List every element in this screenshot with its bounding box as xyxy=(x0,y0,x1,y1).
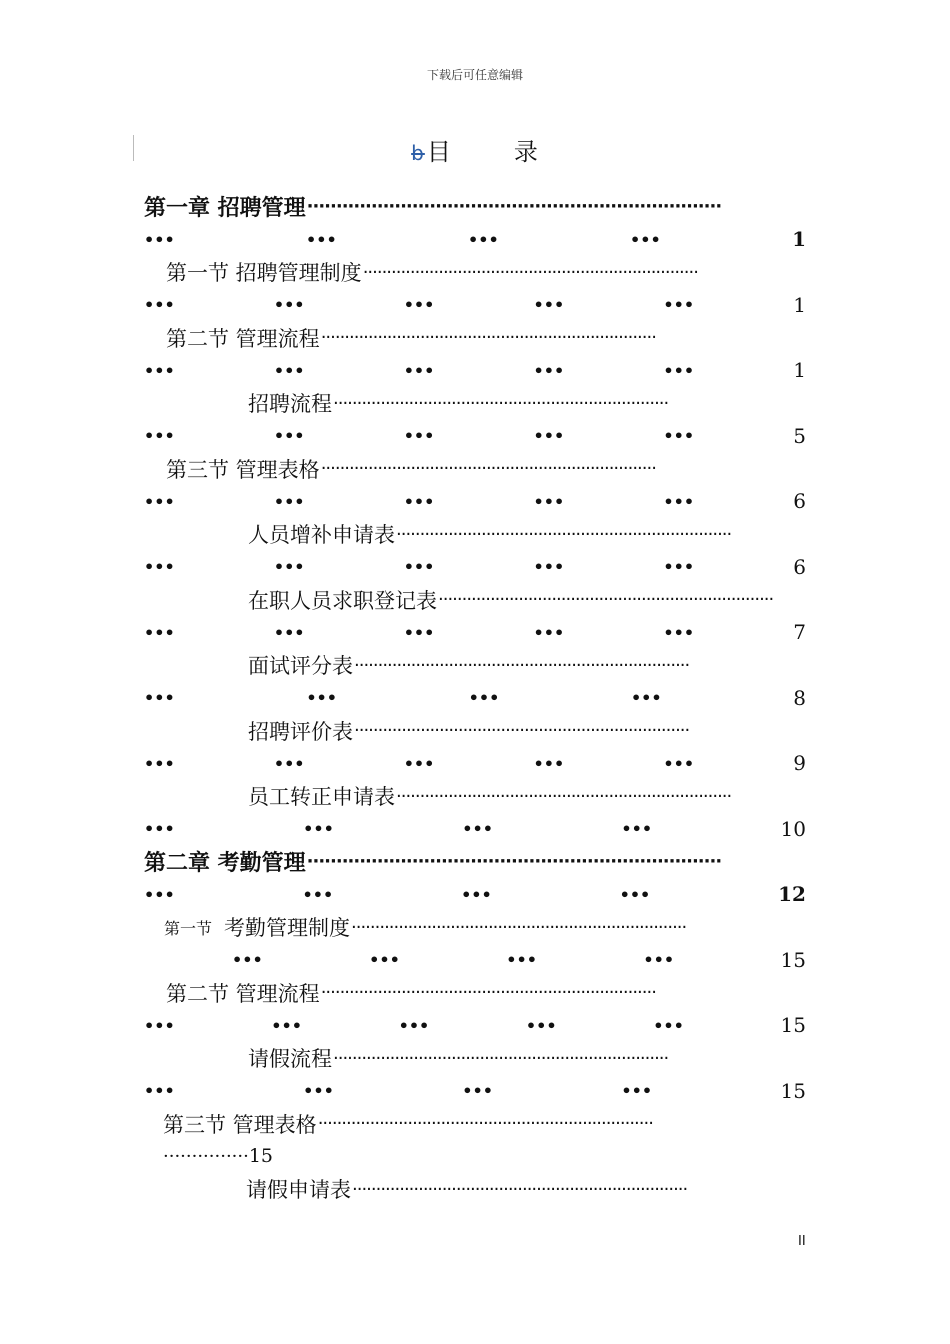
toc-entry-section[interactable]: 第三节 管理表格 ······································································· ••• ••• ••• ••• ••• 6 xyxy=(144,452,806,518)
toc-leader: ······································································· xyxy=(306,196,722,217)
toc-page-number: 10 xyxy=(780,816,806,841)
toc-entry-section[interactable]: 第一节 考勤管理制度 ······································································· ••• ••• ••• ••• 15 xyxy=(144,911,806,977)
toc-label: 在职人员求职登记表 xyxy=(248,588,437,613)
toc-label: 面试评分表 xyxy=(248,654,353,678)
toc-entry-item[interactable]: 请假流程 ······································································· ••• ••• ••• ••• 15 xyxy=(144,1042,806,1108)
toc-label: 第二章 考勤管理 xyxy=(144,851,306,876)
toc-label: 考勤管理制度 xyxy=(224,916,351,940)
toc-title xyxy=(0,132,950,167)
page-number-footer: II xyxy=(798,1234,806,1249)
toc-label: 第一章 招聘管理 xyxy=(144,196,306,221)
toc-label: 人员增补申请表 xyxy=(248,523,395,547)
toc-entry-section[interactable]: 第二节 管理流程 ······································································· ••• ••• ••• ••• ••• 1 xyxy=(144,321,806,387)
toc-page-number: 12 xyxy=(778,882,806,906)
toc-page-number: 5 xyxy=(793,423,806,448)
toc-label-prefix: 第一节 xyxy=(164,918,213,938)
toc-label: 第二节 管理流程 xyxy=(166,326,320,351)
toc-page-number: 6 xyxy=(793,489,806,513)
toc-page-number: 6 xyxy=(793,554,806,579)
toc-entry-item[interactable]: 员工转正申请表 ······································································· ••• ••• ••• ••• 10 xyxy=(144,780,806,846)
toc-page-number: 9 xyxy=(793,751,806,775)
toc-leader-tail: ··············· xyxy=(163,1145,249,1167)
toc-entry-item[interactable]: 面试评分表 ······································································· ••• ••• ••• ••• 8 xyxy=(144,649,806,715)
toc-entry-item[interactable]: 招聘流程 ······································································· ••• ••• ••• ••• ••• 5 xyxy=(144,387,806,453)
anchor-glyph: b xyxy=(411,141,425,165)
title-right: 录 xyxy=(513,138,539,166)
toc-label: 第一节 招聘管理制度 xyxy=(166,261,362,285)
toc-entry-item[interactable]: 请假申请表 ······································································· xyxy=(144,1173,806,1239)
table-of-contents xyxy=(144,190,806,1238)
toc-label: 第三节 管理表格 xyxy=(163,1112,317,1137)
toc-page-number: 1 xyxy=(793,292,806,317)
toc-page-number: 15 xyxy=(780,1078,806,1103)
toc-label: 第三节 管理表格 xyxy=(166,457,320,482)
toc-page-number: 15 xyxy=(780,947,806,972)
toc-label: 招聘评价表 xyxy=(248,719,353,744)
toc-page-number: 15 xyxy=(248,1145,274,1167)
toc-entry-chapter-1[interactable]: 第一章 招聘管理 ······································································· ••• ••• ••• ••• 1 xyxy=(144,190,806,256)
title-left: 目 xyxy=(426,138,452,166)
toc-page-number: 1 xyxy=(792,227,806,251)
toc-entry-item[interactable]: 招聘评价表 ······································································· ••• ••• ••• ••• ••• 9 xyxy=(144,714,806,780)
toc-page-number: 1 xyxy=(793,358,806,382)
toc-page-number: 15 xyxy=(780,1013,806,1037)
toc-label: 第二节 管理流程 xyxy=(166,981,320,1006)
toc-entry-item[interactable]: 在职人员求职登记表 ······································································· ••• ••• ••• ••• ••• 7 xyxy=(144,583,806,649)
toc-entry-chapter-2[interactable]: 第二章 考勤管理 ······································································· ••• ••• ••• ••• 12 xyxy=(144,845,806,911)
toc-entry-section[interactable]: 第二节 管理流程 ······································································· ••• ••• ••• ••• ••• 15 xyxy=(144,976,806,1042)
toc-page-number: 8 xyxy=(793,685,806,710)
page-header: 下载后可任意编辑 xyxy=(426,68,523,82)
toc-label: 员工转正申请表 xyxy=(248,785,395,809)
toc-label: 请假流程 xyxy=(248,1047,332,1071)
toc-label: 请假申请表 xyxy=(246,1178,351,1202)
toc-entry-section[interactable]: 第三节 管理表格 ······································································· ··············· 15 xyxy=(144,1107,806,1173)
toc-entry-item[interactable]: 人员增补申请表 ······································································· ••• ••• ••• ••• ••• 6 xyxy=(144,518,806,584)
toc-label: 招聘流程 xyxy=(248,392,332,416)
toc-entry-section[interactable]: 第一节 招聘管理制度 ······································································· ••• ••• ••• ••• ••• 1 xyxy=(144,256,806,322)
toc-page-number: 7 xyxy=(793,620,806,644)
